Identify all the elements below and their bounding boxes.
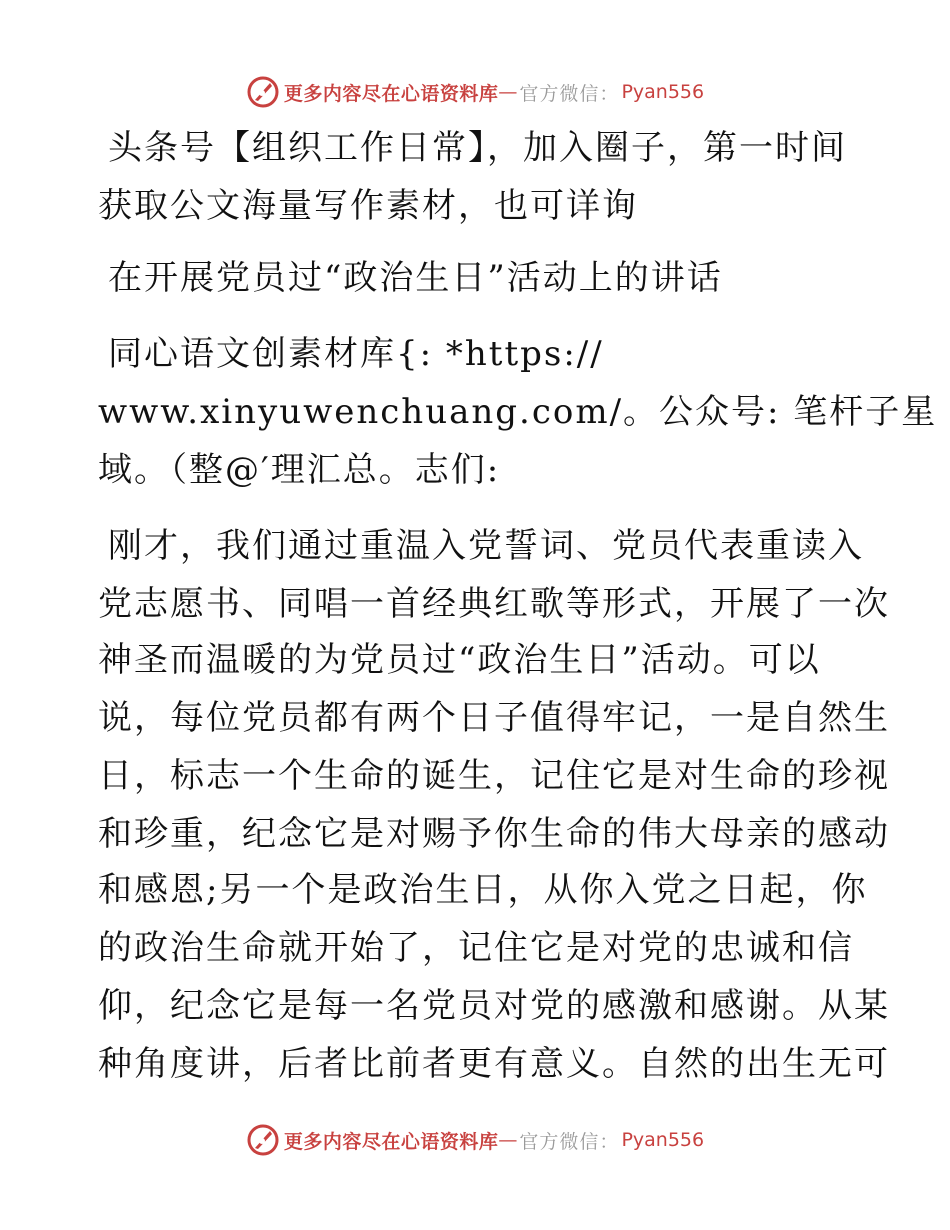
body-line: 的政治生命就开始了，记住它是对党的忠诚和信 xyxy=(98,928,854,968)
watermark-main-text: 更多内容尽在心语资料库 xyxy=(283,82,499,105)
body-line: 和感恩;另一个是政治生日，从你入党之日起，你 xyxy=(98,870,868,910)
watermark-sub-text: 官方微信： xyxy=(519,1130,620,1153)
body-line: 域。（整@′理汇总。志们: xyxy=(98,450,501,490)
body-line: 种角度讲，后者比前者更有意义。自然的出生无可 xyxy=(98,1044,890,1084)
body-line: 和珍重，纪念它是对赐予你生命的伟大母亲的感动 xyxy=(98,814,890,854)
body-line: 同心语文创素材库{: *https:// xyxy=(108,334,604,374)
body-line: 神圣而温暖的为党员过“政治生日”活动。可以 xyxy=(98,640,821,680)
body-line: 获取公文海量写作素材，也可详询 xyxy=(98,186,638,226)
body-line: 头条号【组织工作日常】，加入圈子，第一时间 xyxy=(108,128,847,168)
watermark-wechat-id: Pyan556 xyxy=(621,81,705,103)
watermark-main-text: 更多内容尽在心语资料库 xyxy=(283,1130,499,1153)
body-line: www.xinyuwenchuang.com/。公众号: 笔杆子星 xyxy=(98,392,938,432)
body-line: 日，标志一个生命的诞生，记住它是对生命的珍视 xyxy=(98,756,890,796)
header-watermark xyxy=(0,70,950,114)
watermark-sub-text: 官方微信： xyxy=(519,82,620,105)
body-line: 刚才，我们通过重温入党誓词、党员代表重读入 xyxy=(108,526,864,566)
quill-logo-icon xyxy=(246,1123,280,1157)
body-line: 说，每位党员都有两个日子值得牢记，一是自然生 xyxy=(98,698,890,738)
watermark-dash: — xyxy=(498,1129,518,1151)
watermark-wechat-id: Pyan556 xyxy=(621,1129,705,1151)
quill-logo-icon xyxy=(246,75,280,109)
body-line: 仰，纪念它是每一名党员对党的感激和感谢。从某 xyxy=(98,986,890,1026)
body-line: 党志愿书、同唱一首经典红歌等形式，开展了一次 xyxy=(98,584,890,624)
footer-watermark xyxy=(0,1118,950,1162)
watermark-dash: — xyxy=(498,81,518,103)
speech-title: 在开展党员过“政治生日”活动上的讲话 xyxy=(108,258,723,298)
